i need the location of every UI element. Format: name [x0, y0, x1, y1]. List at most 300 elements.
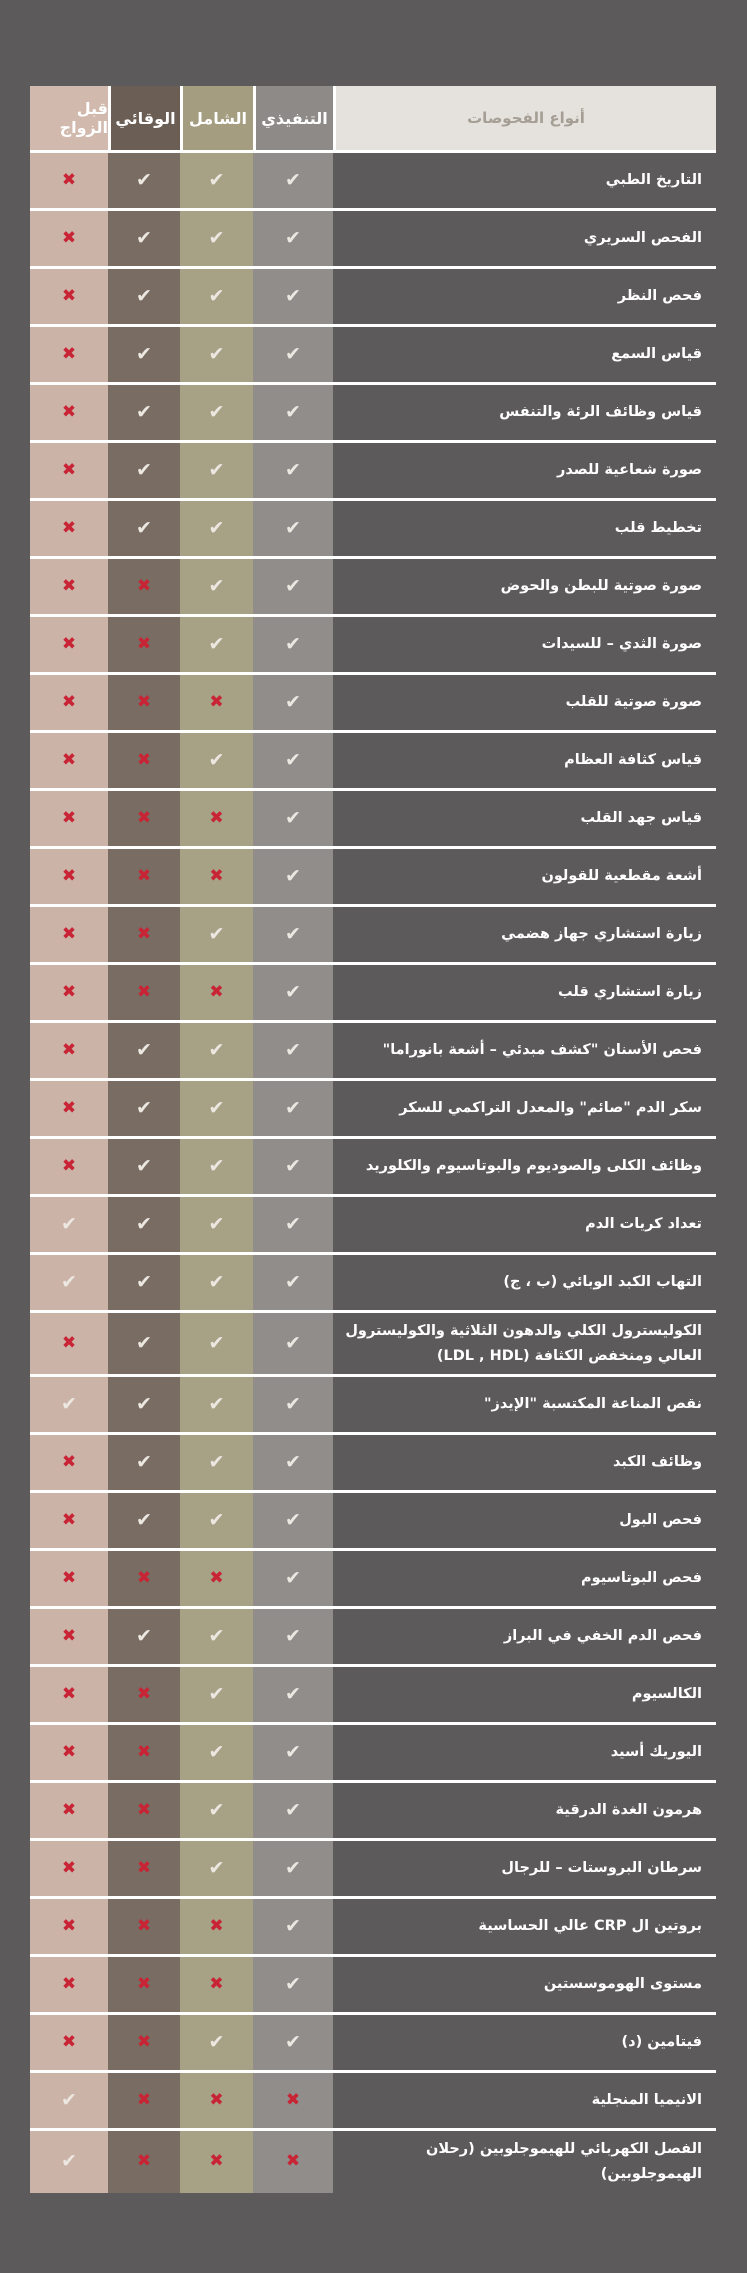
preventive-cell [108, 1313, 180, 1374]
test-name: هرمون الغدة الدرقية [333, 1783, 716, 1838]
test-name: وظائف الكلى والصوديوم والبوتاسيوم والكلوريد [333, 1139, 716, 1194]
premarital-cell [30, 211, 108, 266]
check-icon: ✔ [285, 1915, 301, 1938]
check-icon: ✔ [285, 1509, 301, 1532]
table-row [30, 675, 716, 733]
table-row [30, 1551, 716, 1609]
table-row [30, 1667, 716, 1725]
test-name: قياس جهد القلب [333, 791, 716, 846]
preventive-cell [108, 1783, 180, 1838]
cross-icon: ✖ [61, 1510, 77, 1531]
table-row [30, 1435, 716, 1493]
table-row [30, 1725, 716, 1783]
premarital-cell [30, 559, 108, 614]
comprehensive-cell [180, 1783, 253, 1838]
check-icon: ✔ [285, 517, 301, 539]
check-icon: ✔ [208, 1683, 225, 1706]
check-icon: ✔ [285, 1393, 301, 1416]
cross-icon: ✖ [136, 576, 152, 596]
cross-icon: ✖ [61, 1040, 77, 1060]
table-body [30, 153, 716, 2193]
test-name: التهاب الكبد الوبائي (ب ، ج) [333, 1255, 716, 1310]
cross-icon: ✖ [136, 1742, 152, 1763]
cross-icon: ✖ [209, 866, 224, 886]
cross-icon: ✖ [61, 518, 77, 538]
preventive-cell [108, 269, 180, 324]
premarital-cell [30, 1609, 108, 1664]
check-icon: ✔ [208, 923, 225, 945]
preventive-cell [108, 965, 180, 1020]
check-icon: ✔ [61, 1393, 77, 1416]
check-icon: ✔ [61, 2150, 77, 2173]
premarital-cell [30, 907, 108, 962]
check-icon: ✔ [136, 1155, 152, 1177]
comprehensive-cell [180, 1841, 253, 1896]
check-icon: ✔ [136, 1039, 152, 1061]
preventive-cell [108, 153, 180, 208]
premarital-cell [30, 617, 108, 672]
table-row [30, 849, 716, 907]
comprehensive-cell [180, 1493, 253, 1548]
check-icon: ✔ [285, 1857, 301, 1880]
column-header-test-types: أنواع الفحوصات [333, 86, 716, 150]
check-icon: ✔ [208, 1097, 225, 1119]
test-name: فحص البول [333, 1493, 716, 1548]
check-icon: ✔ [61, 2089, 77, 2112]
executive-cell [253, 269, 333, 324]
preventive-cell [108, 1081, 180, 1136]
executive-cell [253, 1725, 333, 1780]
table-row [30, 1023, 716, 1081]
preventive-cell [108, 1667, 180, 1722]
cross-icon: ✖ [61, 1156, 77, 1176]
premarital-cell [30, 1313, 108, 1374]
comprehensive-cell [180, 1139, 253, 1194]
test-name: الانيميا المنجلية [333, 2073, 716, 2128]
comprehensive-cell [180, 327, 253, 382]
cross-icon: ✖ [136, 1916, 152, 1937]
comprehensive-cell [180, 617, 253, 672]
cross-icon: ✖ [209, 1916, 224, 1937]
executive-cell [253, 211, 333, 266]
check-icon: ✔ [285, 1332, 301, 1355]
executive-cell [253, 1609, 333, 1664]
preventive-cell [108, 1725, 180, 1780]
comprehensive-cell [180, 1081, 253, 1136]
executive-cell [253, 2073, 333, 2128]
preventive-cell [108, 733, 180, 788]
preventive-cell [108, 1551, 180, 1606]
executive-cell [253, 1023, 333, 1078]
table-row [30, 443, 716, 501]
check-icon: ✔ [208, 1213, 225, 1235]
comprehensive-cell [180, 2073, 253, 2128]
check-icon: ✔ [136, 1332, 152, 1355]
cross-icon: ✖ [61, 1858, 77, 1879]
cross-icon: ✖ [61, 692, 77, 712]
preventive-cell [108, 1899, 180, 1954]
check-icon: ✔ [285, 633, 301, 655]
comprehensive-cell [180, 1957, 253, 2012]
premarital-cell [30, 501, 108, 556]
cross-icon: ✖ [61, 170, 77, 190]
test-name: فيتامين (د) [333, 2015, 716, 2070]
executive-cell [253, 733, 333, 788]
test-name: صورة شعاعية للصدر [333, 443, 716, 498]
table-row [30, 965, 716, 1023]
cross-icon: ✖ [136, 750, 152, 770]
table-row [30, 501, 716, 559]
comprehensive-cell [180, 2015, 253, 2070]
cross-icon: ✖ [61, 750, 77, 770]
preventive-cell [108, 501, 180, 556]
comprehensive-cell [180, 1667, 253, 1722]
cross-icon: ✖ [61, 576, 77, 596]
check-icon: ✔ [136, 1271, 152, 1293]
preventive-cell [108, 1435, 180, 1490]
preventive-cell [108, 791, 180, 846]
check-icon: ✔ [208, 459, 225, 481]
table-row [30, 1313, 716, 1377]
cross-icon: ✖ [136, 2090, 152, 2111]
premarital-cell [30, 269, 108, 324]
comprehensive-cell [180, 675, 253, 730]
preventive-cell [108, 2015, 180, 2070]
test-name: الفصل الكهربائي للهيموجلوبين (رحلان الهيموجلوبين) [333, 2131, 716, 2192]
check-icon: ✔ [285, 865, 301, 887]
executive-cell [253, 327, 333, 382]
comprehensive-cell [180, 501, 253, 556]
cross-icon: ✖ [61, 1333, 77, 1354]
premarital-cell [30, 849, 108, 904]
column-header-executive: التنفيذي [253, 86, 333, 150]
preventive-cell [108, 2073, 180, 2128]
check-icon: ✔ [136, 227, 152, 249]
test-name: نقص المناعة المكتسبة "الإيدز" [333, 1377, 716, 1432]
executive-cell [253, 849, 333, 904]
premarital-cell [30, 675, 108, 730]
check-icon: ✔ [285, 1271, 301, 1293]
executive-cell [253, 1197, 333, 1252]
comprehensive-cell [180, 269, 253, 324]
executive-cell [253, 907, 333, 962]
preventive-cell [108, 1197, 180, 1252]
check-icon: ✔ [136, 1393, 152, 1416]
preventive-cell [108, 443, 180, 498]
check-icon: ✔ [208, 285, 225, 307]
comprehensive-cell [180, 1377, 253, 1432]
column-header-comprehensive: الشامل [180, 86, 253, 150]
test-name: أشعة مقطعية للقولون [333, 849, 716, 904]
premarital-cell [30, 1493, 108, 1548]
test-name: قياس السمع [333, 327, 716, 382]
check-icon: ✔ [136, 459, 152, 481]
checkup-packages-comparison-table [30, 86, 716, 2193]
check-icon: ✔ [208, 343, 225, 365]
check-icon: ✔ [285, 1567, 301, 1590]
test-name: فحص البوتاسيوم [333, 1551, 716, 1606]
table-row [30, 1609, 716, 1667]
premarital-cell [30, 733, 108, 788]
test-name: بروتين ال CRP عالي الحساسية [333, 1899, 716, 1954]
executive-cell [253, 1377, 333, 1432]
test-name: الفحص السريري [333, 211, 716, 266]
cross-icon: ✖ [61, 460, 77, 480]
check-icon: ✔ [285, 459, 301, 481]
cross-icon: ✖ [61, 1742, 77, 1763]
check-icon: ✔ [285, 1213, 301, 1235]
check-icon: ✔ [208, 1857, 225, 1880]
check-icon: ✔ [208, 1451, 225, 1474]
preventive-cell [108, 327, 180, 382]
cross-icon: ✖ [136, 1858, 152, 1879]
cross-icon: ✖ [61, 1800, 77, 1821]
cross-icon: ✖ [61, 2032, 77, 2053]
cross-icon: ✖ [61, 924, 77, 944]
premarital-cell [30, 1667, 108, 1722]
comprehensive-cell [180, 153, 253, 208]
premarital-cell [30, 443, 108, 498]
check-icon: ✔ [285, 343, 301, 365]
check-icon: ✔ [285, 691, 301, 713]
table-row [30, 211, 716, 269]
table-row [30, 1783, 716, 1841]
premarital-cell [30, 2131, 108, 2192]
comprehensive-cell [180, 2131, 253, 2192]
check-icon: ✔ [285, 1097, 301, 1119]
preventive-cell [108, 1957, 180, 2012]
check-icon: ✔ [285, 285, 301, 307]
preventive-cell [108, 559, 180, 614]
cross-icon: ✖ [61, 982, 77, 1002]
test-name: صورة صوتية للقلب [333, 675, 716, 730]
table-row [30, 733, 716, 791]
executive-cell [253, 501, 333, 556]
check-icon: ✔ [285, 169, 301, 191]
check-icon: ✔ [61, 1213, 77, 1235]
cross-icon: ✖ [61, 402, 77, 422]
table-row [30, 2015, 716, 2073]
premarital-cell [30, 1551, 108, 1606]
cross-icon: ✖ [61, 1916, 77, 1937]
table-row [30, 617, 716, 675]
cross-icon: ✖ [136, 634, 152, 654]
check-icon: ✔ [285, 807, 301, 829]
premarital-cell [30, 1139, 108, 1194]
check-icon: ✔ [61, 1271, 77, 1293]
preventive-cell [108, 1609, 180, 1664]
comprehensive-cell [180, 1023, 253, 1078]
comprehensive-cell [180, 1551, 253, 1606]
cross-icon: ✖ [209, 2090, 224, 2111]
cross-icon: ✖ [61, 1098, 77, 1118]
table-row [30, 2073, 716, 2131]
comprehensive-cell [180, 1899, 253, 1954]
check-icon: ✔ [285, 1973, 301, 1996]
preventive-cell [108, 1023, 180, 1078]
comprehensive-cell [180, 443, 253, 498]
test-name: سرطان البروستات – للرجال [333, 1841, 716, 1896]
test-name: وظائف الكبد [333, 1435, 716, 1490]
comprehensive-cell [180, 1725, 253, 1780]
cross-icon: ✖ [136, 808, 152, 828]
check-icon: ✔ [285, 923, 301, 945]
table-header-row [30, 86, 716, 153]
test-name: تخطيط قلب [333, 501, 716, 556]
check-icon: ✔ [208, 575, 225, 597]
check-icon: ✔ [285, 749, 301, 771]
check-icon: ✔ [136, 1213, 152, 1235]
check-icon: ✔ [136, 285, 152, 307]
premarital-cell [30, 385, 108, 440]
test-name: صورة الثدي – للسيدات [333, 617, 716, 672]
test-name: فحص النظر [333, 269, 716, 324]
executive-cell [253, 1493, 333, 1548]
premarital-cell [30, 153, 108, 208]
cross-icon: ✖ [209, 808, 224, 828]
executive-cell [253, 153, 333, 208]
cross-icon: ✖ [136, 1974, 152, 1995]
preventive-cell [108, 617, 180, 672]
premarital-cell [30, 1255, 108, 1310]
premarital-cell [30, 2015, 108, 2070]
premarital-cell [30, 965, 108, 1020]
comprehensive-cell [180, 559, 253, 614]
cross-icon: ✖ [61, 1452, 77, 1473]
cross-icon: ✖ [61, 1974, 77, 1995]
cross-icon: ✖ [136, 1684, 152, 1705]
cross-icon: ✖ [61, 286, 77, 306]
table-row [30, 327, 716, 385]
table-row [30, 559, 716, 617]
preventive-cell [108, 1139, 180, 1194]
executive-cell [253, 1139, 333, 1194]
premarital-cell [30, 1725, 108, 1780]
cross-icon: ✖ [61, 634, 77, 654]
table-row [30, 1841, 716, 1899]
executive-cell [253, 1957, 333, 2012]
comprehensive-cell [180, 1255, 253, 1310]
executive-cell [253, 1255, 333, 1310]
check-icon: ✔ [136, 517, 152, 539]
check-icon: ✔ [208, 401, 225, 423]
cross-icon: ✖ [285, 2151, 301, 2172]
cross-icon: ✖ [209, 2151, 224, 2172]
check-icon: ✔ [208, 1332, 225, 1355]
check-icon: ✔ [208, 1741, 225, 1764]
cross-icon: ✖ [61, 1568, 77, 1589]
premarital-cell [30, 1023, 108, 1078]
table-row [30, 1081, 716, 1139]
test-name: التاريخ الطبي [333, 153, 716, 208]
comprehensive-cell [180, 385, 253, 440]
preventive-cell [108, 1377, 180, 1432]
cross-icon: ✖ [136, 1800, 152, 1821]
preventive-cell [108, 211, 180, 266]
comprehensive-cell [180, 791, 253, 846]
check-icon: ✔ [208, 1155, 225, 1177]
test-name: فحص الدم الخفي في البراز [333, 1609, 716, 1664]
check-icon: ✔ [136, 1451, 152, 1474]
check-icon: ✔ [208, 1799, 225, 1822]
cross-icon: ✖ [61, 1684, 77, 1705]
premarital-cell [30, 2073, 108, 2128]
comprehensive-cell [180, 211, 253, 266]
premarital-cell [30, 1841, 108, 1896]
premarital-cell [30, 1197, 108, 1252]
cross-icon: ✖ [136, 982, 152, 1002]
cross-icon: ✖ [61, 344, 77, 364]
table-row [30, 1255, 716, 1313]
check-icon: ✔ [285, 1451, 301, 1474]
table-row [30, 1139, 716, 1197]
executive-cell [253, 965, 333, 1020]
column-header-premarital: قبل الزواج [30, 86, 108, 150]
executive-cell [253, 385, 333, 440]
table-row [30, 1899, 716, 1957]
preventive-cell [108, 1493, 180, 1548]
comprehensive-cell [180, 1313, 253, 1374]
check-icon: ✔ [136, 169, 152, 191]
premarital-cell [30, 327, 108, 382]
preventive-cell [108, 675, 180, 730]
executive-cell [253, 1313, 333, 1374]
executive-cell [253, 791, 333, 846]
cross-icon: ✖ [136, 866, 152, 886]
premarital-cell [30, 1899, 108, 1954]
check-icon: ✔ [285, 2031, 301, 2054]
executive-cell [253, 443, 333, 498]
executive-cell [253, 1783, 333, 1838]
check-icon: ✔ [136, 401, 152, 423]
executive-cell [253, 1551, 333, 1606]
check-icon: ✔ [208, 749, 225, 771]
check-icon: ✔ [208, 517, 225, 539]
comprehensive-cell [180, 1197, 253, 1252]
cross-icon: ✖ [209, 982, 224, 1002]
column-header-preventive: الوقائي [108, 86, 180, 150]
cross-icon: ✖ [136, 692, 152, 712]
executive-cell [253, 1435, 333, 1490]
table-row [30, 1957, 716, 2015]
check-icon: ✔ [208, 1271, 225, 1293]
comprehensive-cell [180, 1435, 253, 1490]
table-row [30, 153, 716, 211]
executive-cell [253, 617, 333, 672]
test-name: زيارة استشاري قلب [333, 965, 716, 1020]
cross-icon: ✖ [136, 924, 152, 944]
comprehensive-cell [180, 965, 253, 1020]
test-name: فحص الأسنان "كشف مبدئي – أشعة بانوراما" [333, 1023, 716, 1078]
executive-cell [253, 1081, 333, 1136]
cross-icon: ✖ [61, 866, 77, 886]
premarital-cell [30, 1081, 108, 1136]
check-icon: ✔ [285, 1799, 301, 1822]
check-icon: ✔ [285, 981, 301, 1003]
comprehensive-cell [180, 907, 253, 962]
cross-icon: ✖ [209, 1568, 224, 1589]
test-name: صورة صوتية للبطن والحوض [333, 559, 716, 614]
executive-cell [253, 1667, 333, 1722]
preventive-cell [108, 849, 180, 904]
table-row [30, 1377, 716, 1435]
check-icon: ✔ [136, 1625, 152, 1648]
executive-cell [253, 675, 333, 730]
preventive-cell [108, 385, 180, 440]
cross-icon: ✖ [136, 1568, 152, 1589]
test-name: زيارة استشاري جهاز هضمي [333, 907, 716, 962]
table-row [30, 791, 716, 849]
